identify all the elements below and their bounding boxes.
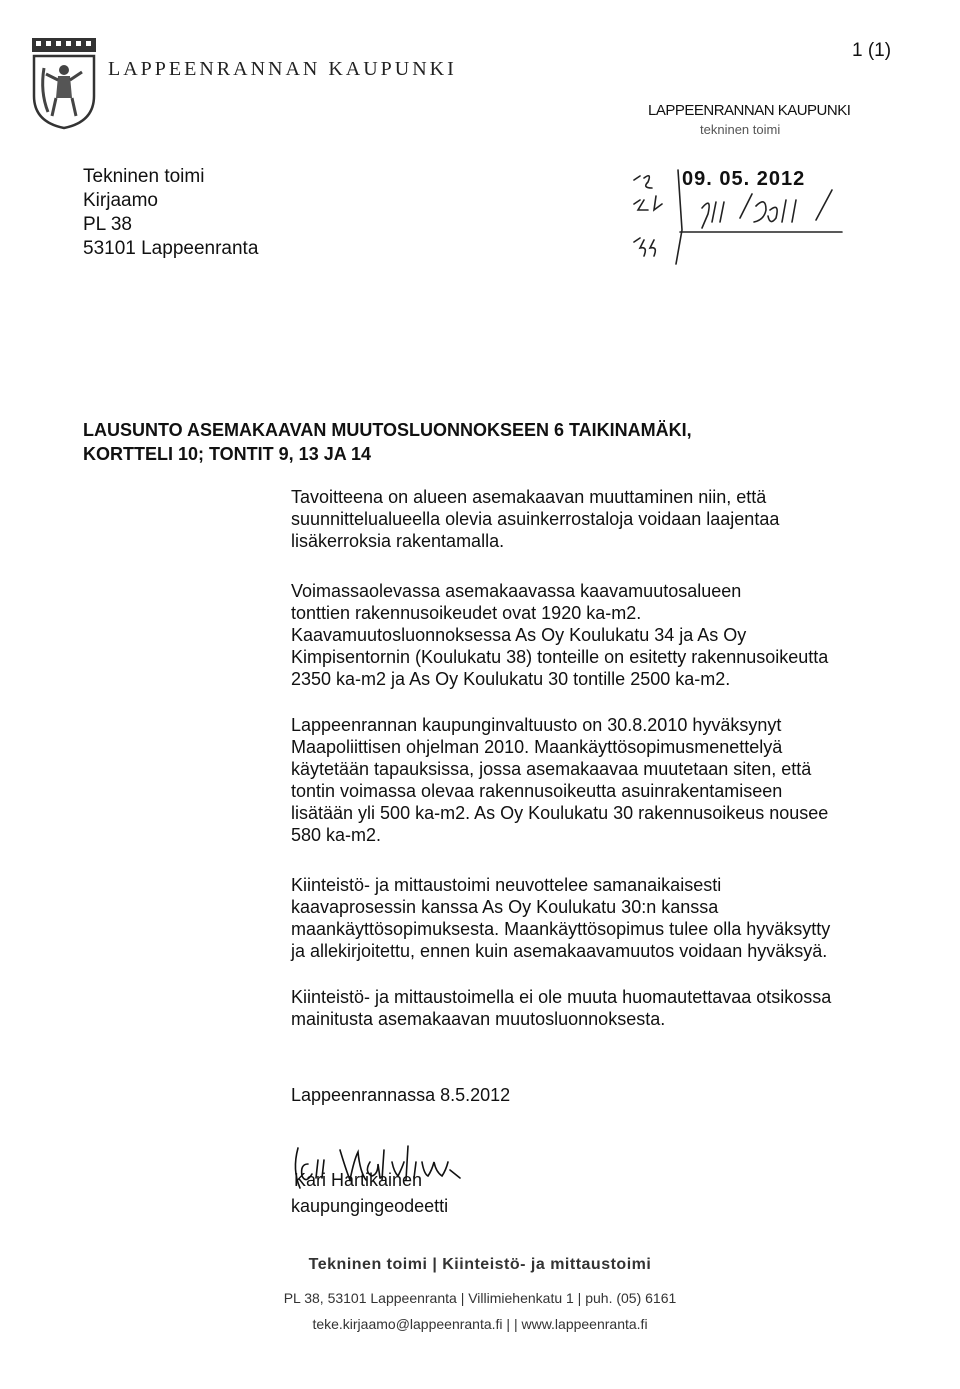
text-line: lisätään yli 500 ka-m2. As Oy Koulukatu 30 rakennusoikeus nousee [291,803,829,823]
place-and-date: Lappeenrannassa 8.5.2012 [291,1085,511,1105]
text-line: maankäyttösopimuksesta. Maankäyttösopimus tulee olla hyväksytty [291,919,831,939]
signer-title: kaupungingeodeetti [291,1196,449,1216]
text-line: Maapoliittisen ohjelman 2010. Maankäyttösopimusmenettelyä [291,737,783,757]
text-line: Kiinteistö- ja mittaustoimella ei ole muuta huomautettavaa otsikossa [291,987,832,1007]
footer-address: PL 38, 53101 Lappeenranta | Villimiehenkatu 1 | puh. (05) 6161 [283,1290,677,1306]
title-line: KORTTELI 10; TONTIT 9, 13 JA 14 [83,444,372,464]
recipient-address [83,165,258,261]
address-line: Tekninen toimi [83,166,205,187]
text-line: tonttien rakennusoikeudet ovat 1920 ka-m2. [291,603,642,623]
text-line: kaavaprosessin kanssa As Oy Koulukatu 30:n kanssa [291,897,719,917]
paragraph-building-rights [291,580,911,690]
text-line: Voimassaolevassa asemakaavassa kaavamuutosalueen [291,581,742,601]
stamp-organization: LAPPEENRANNAN KAUPUNKI [648,102,851,119]
title-line: LAUSUNTO ASEMAKAAVAN MUUTOSLUONNOKSEEN 6 TAIKINAMÄKI, [83,420,692,440]
text-line: Kiinteistö- ja mittaustoimi neuvottelee samanaikaisesti [291,875,722,895]
paragraph-conclusion [291,986,911,1030]
address-line: Kirjaamo [83,190,158,211]
text-line: lisäkerroksia rakentamalla. [291,531,505,551]
page-number: 1 (1) [852,40,892,61]
text-line: Tavoitteena on alueen asemakaavan muuttaminen niin, että [291,487,767,507]
stamp-unit: tekninen toimi [700,122,781,137]
text-line: suunnittelualueella olevia asuinkerrostaloja voidaan laajentaa [291,509,780,529]
paragraph-land-policy [291,714,911,846]
text-line: mainitusta asemakaavan muutosluonnoksesta. [291,1009,666,1029]
text-line: 2350 ka-m2 ja As Oy Koulukatu 30 tontille 2500 ka-m2. [291,669,731,689]
stamp-date: 09. 05. 2012 [682,168,806,190]
text-line: ja allekirjoitettu, ennen kuin asemakaavamuutos voidaan hyväksyä. [291,941,828,961]
text-line: käytetään tapauksissa, jossa asemakaavaa muutetaan siten, että [291,759,812,779]
address-line: PL 38 [83,214,132,235]
city-crest-logo [30,38,98,130]
text-line: Kaavamuutosluonnoksessa As Oy Koulukatu 34 ja As Oy [291,625,747,645]
handwritten-registry-marks [620,160,850,270]
footer-contact: teke.kirjaamo@lappeenranta.fi | | www.lappeenranta.fi [312,1316,648,1332]
address-line: 53101 Lappeenranta [83,238,259,259]
signer-name: Kari Hartikainen [294,1170,423,1190]
text-line: tontin voimassa olevaa rakennusoikeutta asuinrakentamiseen [291,781,783,801]
document-title [83,418,692,466]
text-line: Lappeenrannan kaupunginvaltuusto on 30.8.2010 hyväksynyt [291,715,782,735]
footer-department: Tekninen toimi | Kiinteistö- ja mittaustoimi [308,1256,652,1273]
text-line: 580 ka-m2. [291,825,382,845]
paragraph-objective [291,486,911,552]
text-line: Kimpisentornin (Koulukatu 38) tonteille on esitetty rakennusoikeutta [291,647,829,667]
paragraph-negotiation [291,874,911,962]
organization-name: LAPPEENRANNAN KAUPUNKI [108,58,457,80]
